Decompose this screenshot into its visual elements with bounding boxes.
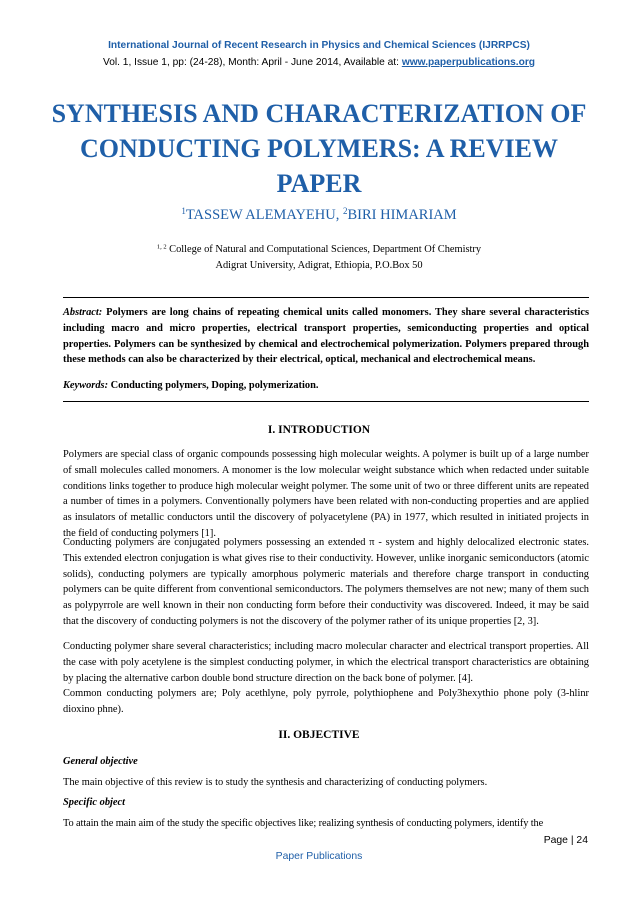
intro-paragraph-2: Conducting polymers are conjugated polymers possessing an extended π - system and highly delocalized electronic states. This extended electron conjugation is what gives rise to their conductivity. However, unlike inorganic semiconductors (atomic solids), conducting polymers are typically amorphous polymeric materials and therefore charge transport in conducting polymers can be quite different from conventional semiconductors. The polymers themselves are not new; many of them such as polypyrrole are well known in their non conducting form before their conductivity was discovered. Indeed, it may be said that the discovery of conducting polymers is not the discovery of the polymer rather of its unique properties [2, 3]. — [63, 537, 589, 627]
abstract-bottom-rule — [63, 401, 589, 402]
keywords-label: Keywords: — [63, 380, 109, 391]
publisher-footer: Paper Publications — [275, 851, 363, 862]
affiliation-superscript: 1, 2 — [156, 243, 167, 251]
author2-superscript: 2 — [343, 206, 348, 217]
affiliation — [0, 242, 638, 274]
specific-objective-heading: Specific object — [63, 797, 126, 808]
intro-paragraph-4: Common conducting polymers are; Poly acethlyne, poly pyrrole, polythiophene and Poly3hexythio phone poly (3-hlinr dioxino phne). — [63, 688, 589, 715]
section-heading-objective: II. OBJECTIVE — [278, 729, 360, 741]
author-line — [0, 207, 638, 224]
journal-url-link[interactable]: www.paperpublications.org — [401, 57, 536, 68]
page-number: Page | 24 — [543, 835, 588, 846]
general-objective-text: The main objective of this review is to study the synthesis and characterizing of conducting polymers. — [63, 777, 488, 788]
abstract-text: Polymers are long chains of repeating chemical units called monomers. They share several characteristics including macro and micro properties, electrical transport properties, semiconducting properties and optical properties. Polymers can be synthesized by chemical and electrochemical polymerization. Polymers prepared through these methods can also be characterized by their electrical, optical, mechanical and electrochemical means. — [63, 307, 589, 366]
abstract-label: Abstract: — [63, 307, 103, 318]
section-heading-introduction: I. INTRODUCTION — [267, 424, 371, 436]
author2-name: BIRI HIMARIAM — [347, 207, 457, 223]
abstract-top-rule — [63, 297, 589, 298]
author1-superscript: 1 — [181, 206, 186, 217]
issue-info-line — [0, 57, 638, 68]
specific-objective-text: To attain the main aim of the study the specific objectives like; realizing synthesis of conducting polymers, identify the — [63, 818, 544, 829]
abstract — [63, 305, 589, 368]
author1-name: TASSEW ALEMAYEHU, — [185, 207, 340, 223]
intro-paragraph-1: Polymers are special class of organic compounds possessing high molecular weights. A polymer is built up of a large number of small molecules called monomers. A monomer is the low molecular weight substance which when redacted under suitable conditions links together to produce high molecular weight polymer. The some unit of two or three different units are repeated a number of times in a polymers. Conventionally polymers have been related with non-conducting properties and are applied as insulators of metallic conductors until the discovery of polyacetylene (PA) in 1977, which resulted in initiated projects in the field of conducting polymers [1]. — [63, 449, 589, 539]
paper-title: SYNTHESIS AND CHARACTERIZATION OF CONDUCTING POLYMERS: A REVIEW PAPER — [51, 99, 587, 198]
intro-paragraph-3: Conducting polymer share several characteristics; including macro molecular character and electrical transport properties. All the case with poly acetylene is the simplest conducting polymer, in which the electrical transport characteristics are obtaining by placing the alternative carbon double bond structure direction on the back bone of polymer. [4]. — [63, 641, 589, 684]
general-objective-heading: General objective — [63, 756, 138, 767]
keywords-text: Conducting polymers, Doping, polymerization. — [110, 380, 319, 391]
affiliation-line1: College of Natural and Computational Sciences, Department Of Chemistry — [169, 244, 482, 255]
affiliation-line2: Adigrat University, Adigrat, Ethiopia, P.O.Box 50 — [215, 260, 423, 271]
keywords — [63, 380, 589, 391]
issue-info: Vol. 1, Issue 1, pp: (24-28), Month: April - June 2014, Available at: — [102, 57, 399, 68]
journal-name: International Journal of Recent Research in Physics and Chemical Sciences (IJRRPCS) — [108, 40, 530, 51]
